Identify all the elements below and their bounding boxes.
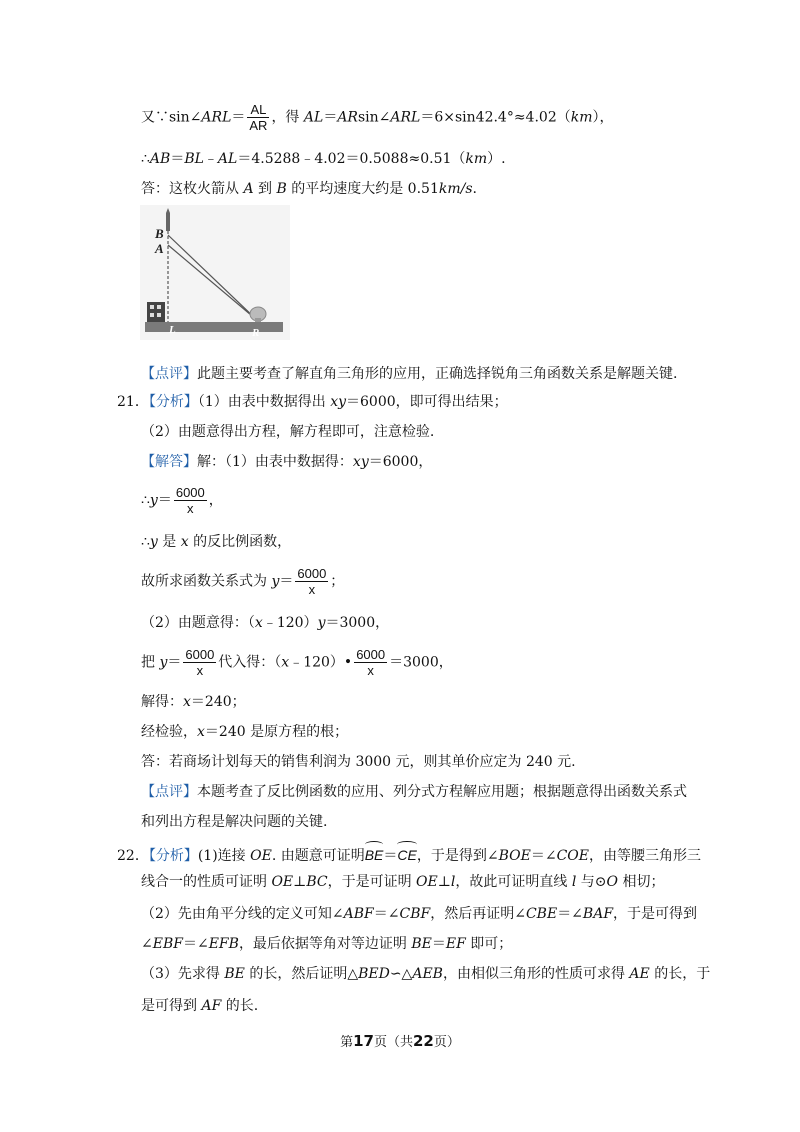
solution-21: 【解答】解：（1）由表中数据得：xy＝6000， (141, 454, 433, 470)
line-part2-equation: （2）由题意得：（x﹣120）y＝3000， (141, 615, 390, 631)
rocket-figure (140, 205, 290, 340)
arc-be: BE (365, 841, 384, 866)
fraction-6000-x: $\frac{6000}{x}$ (356, 647, 386, 678)
analysis-tag: 【分析】 (148, 394, 198, 410)
fraction-6000-x: $\frac{6000}{x}$ (297, 566, 327, 597)
comment-tag: 【点评】 (141, 366, 197, 382)
analysis-tag: 【分析】 (148, 848, 198, 864)
line-solve: 解得：x＝240； (141, 694, 246, 710)
label-r: R (252, 327, 260, 339)
comment-tag: 【点评】 (141, 784, 197, 800)
building-icon (147, 302, 165, 322)
line-sin-arl: 又∵sin∠ARL＝ $\frac{AL}{AR}$ ，得 AL＝ARsin∠ARL＝6×sin42.4°≈4.02（km）， (141, 102, 614, 133)
line-y-equals-fraction: ∴y＝ $\frac{6000}{x}$ ， (141, 485, 223, 516)
label-l: L (169, 324, 176, 336)
rocket-shape (166, 213, 170, 231)
arc-ce: CE (397, 841, 416, 866)
fraction-6000-x: $\frac{6000}{x}$ (175, 485, 205, 516)
analysis-22-part2-cont: ∠EBF＝∠EFB，最后依据等角对等边证明 BE＝EF 即可； (141, 936, 513, 952)
analysis-22-part3: （3）先求得 BE 的长，然后证明△BED∽△AEB，由相似三角形的性质可求得 AE 的长，于 (141, 966, 711, 982)
fraction-6000-x: $\frac{6000}{x}$ (185, 647, 215, 678)
analysis-22-part2: （2）先由角平分线的定义可知∠ABF＝∠CBF，然后再证明∠CBE＝∠BAF，于是可得到 (141, 906, 698, 922)
analysis-21: 21．【分析】（1）由表中数据得出 xy＝6000，即可得出结果； (117, 394, 508, 410)
label-a: A (155, 241, 164, 256)
line-ab-calculation: ∴AB＝BL﹣AL＝4.5288﹣4.02＝0.5088≈0.51（km）. (141, 151, 506, 167)
line-verify: 经检验，x＝240 是原方程的根； (141, 724, 349, 740)
analysis-22-part3-cont: 是可得到 AF 的长. (141, 998, 259, 1014)
analysis-22: 22．【分析】(1)连接 OE. 由题意可证明BE＝CE，于是得到∠BOE＝∠COE，由等腰三角形三 (117, 841, 701, 867)
page-number: 17 (353, 1032, 374, 1050)
line-substitution: 把 y＝ $\frac{6000}{x}$ 代入得：（x﹣120）• $\frac{6000}{x}$ ＝3000， (141, 647, 453, 678)
ground-bar (145, 322, 283, 332)
label-b: B (155, 226, 164, 241)
analysis-21-part2: （2）由题意得出方程，解方程即可，注意检验. (141, 424, 435, 440)
line-answer-speed: 答：这枚火箭从 A 到 B 的平均速度大约是 0.51km/s. (141, 181, 477, 197)
analysis-22-line2: 线合一的性质可证明 OE⊥BC，于是可证明 OE⊥l，故此可证明直线 l 与⊙O 相切； (141, 874, 665, 890)
fraction-al-ar: $\frac{AL}{AR}$ (249, 102, 268, 133)
comment-20: 【点评】此题主要考查了解直角三角形的应用，正确选择锐角三角函数关系是解题关键. (141, 366, 678, 382)
comment-21-cont: 和列出方程是解决问题的关键. (141, 814, 328, 830)
page-footer: 第17页（共22页） (340, 1032, 460, 1050)
line-inverse-function: ∴y 是 x 的反比例函数， (141, 534, 292, 550)
solution-tag: 【解答】 (141, 454, 197, 470)
comment-21: 【点评】本题考查了反比例函数的应用、列分式方程解应用题；根据题意得出函数关系式 (141, 784, 687, 800)
line-function-expression: 故所求函数关系式为 y＝ $\frac{6000}{x}$ ； (141, 566, 345, 597)
line-answer-price: 答：若商场计划每天的销售利润为 3000 元，则其单价应定为 240 元. (141, 754, 576, 770)
page-total: 22 (413, 1032, 434, 1050)
